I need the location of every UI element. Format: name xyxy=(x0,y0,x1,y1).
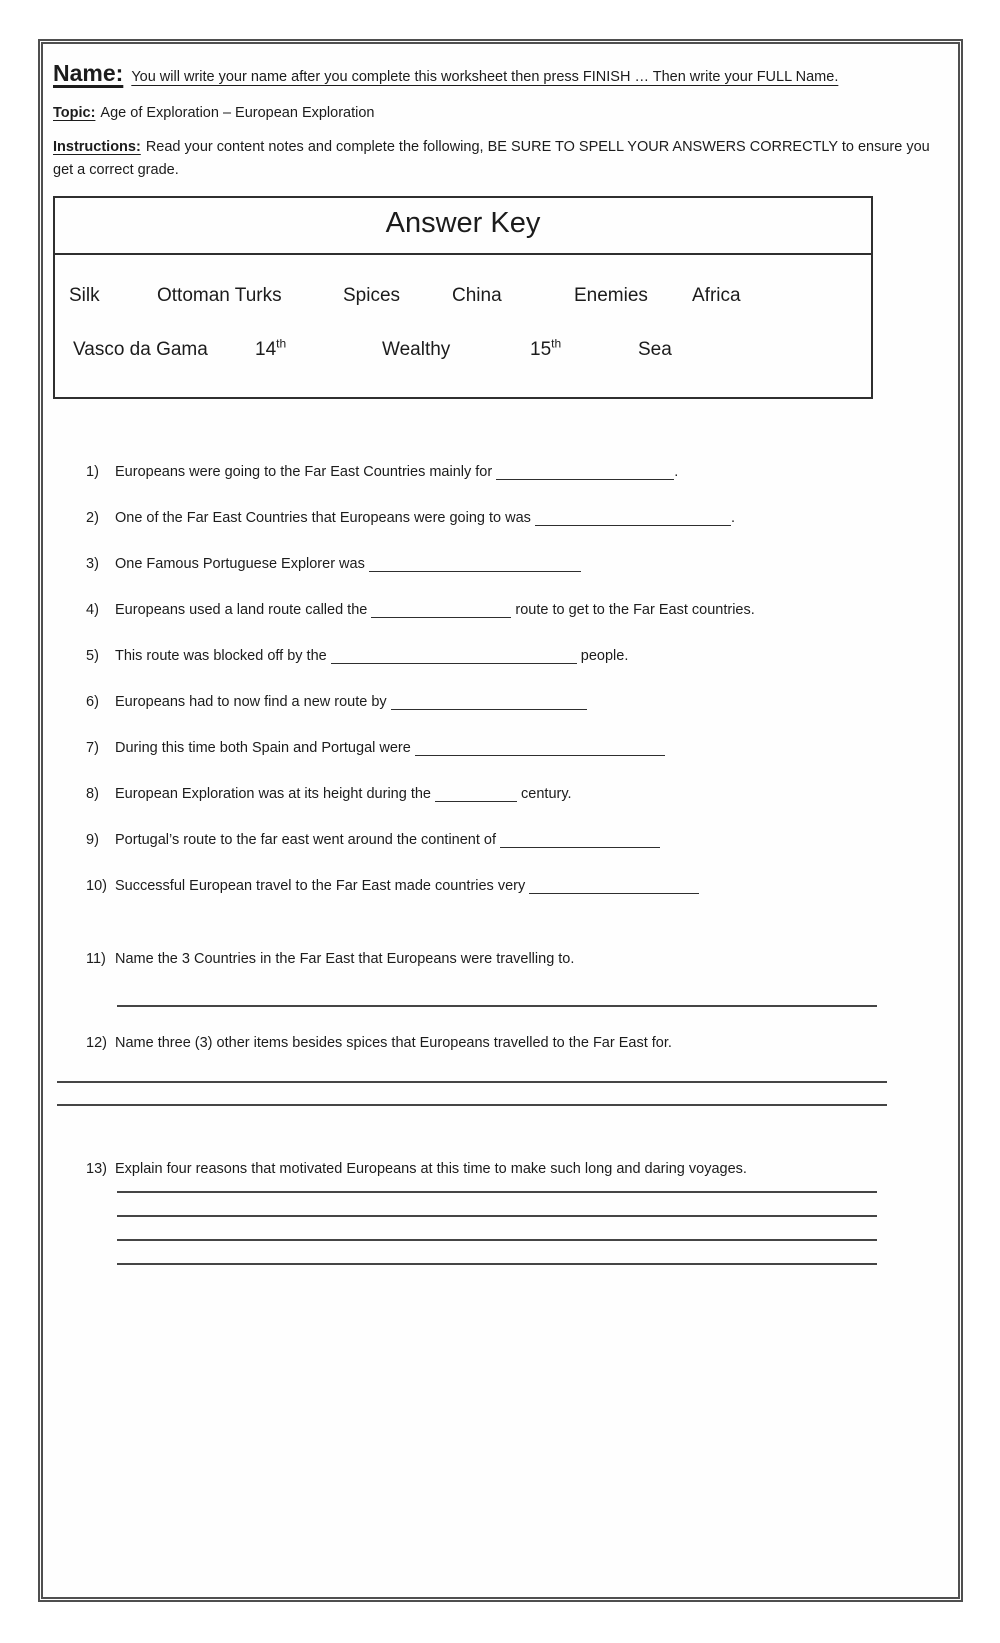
answer-blank[interactable] xyxy=(500,833,660,848)
question-number: 4) xyxy=(86,601,99,618)
answer-blank[interactable] xyxy=(496,465,674,480)
name-label: Name: xyxy=(53,60,124,86)
word-bank-item: 15th xyxy=(530,336,562,360)
answer-line[interactable] xyxy=(117,1005,877,1007)
question-number: 6) xyxy=(86,693,99,710)
topic-text: Age of Exploration – European Exploration xyxy=(100,105,375,121)
worksheet-border-box xyxy=(38,39,963,1602)
word-bank-item: Ottoman Turks xyxy=(157,284,282,306)
answer-blank[interactable] xyxy=(369,557,581,572)
ordinal-suffix: th xyxy=(551,336,562,351)
question-6 xyxy=(86,693,936,712)
answer-blank[interactable] xyxy=(391,695,587,710)
question-number: 12) xyxy=(86,1034,107,1051)
answer-blank[interactable] xyxy=(535,511,731,526)
question-3 xyxy=(86,555,936,574)
word-bank-item: China xyxy=(452,284,502,306)
question-12 xyxy=(86,1034,936,1106)
question-11 xyxy=(86,950,936,1007)
answer-blank[interactable] xyxy=(529,879,699,894)
question-text: Explain four reasons that motivated Europeans at this time to make such long and daring voyages. xyxy=(115,1160,747,1177)
word-bank-item: 14th xyxy=(255,336,287,360)
word-bank xyxy=(55,255,871,397)
name-note: You will write your name after you complete this worksheet then press FINISH … Then write your FULL Name. xyxy=(131,69,839,85)
question-text: Name three (3) other items besides spices that Europeans travelled to the Far East for. xyxy=(115,1034,672,1051)
question-number: 3) xyxy=(86,555,99,572)
question-text: Europeans used a land route called the route to get to the Far East countries. xyxy=(115,601,755,618)
word-bank-item: Spices xyxy=(343,284,401,306)
question-text: Europeans were going to the Far East Countries mainly for . xyxy=(115,463,679,480)
answer-key-title: Answer Key xyxy=(55,198,871,255)
question-text: Europeans had to now find a new route by xyxy=(115,693,936,712)
answer-lines xyxy=(57,1081,887,1106)
question-text: Successful European travel to the Far East made countries very xyxy=(115,877,936,896)
name-line xyxy=(53,60,936,87)
question-text: This route was blocked off by the people. xyxy=(115,647,629,664)
question-number: 9) xyxy=(86,831,99,848)
question-number: 5) xyxy=(86,647,99,664)
question-number: 8) xyxy=(86,785,99,802)
question-text: One of the Far East Countries that Europeans were going to was . xyxy=(115,509,735,526)
answer-lines xyxy=(117,1005,877,1007)
question-number: 11) xyxy=(86,950,106,967)
answer-lines xyxy=(117,1191,877,1265)
question-4 xyxy=(86,601,936,620)
question-5 xyxy=(86,647,936,666)
answer-line[interactable] xyxy=(57,1081,887,1083)
answer-blank[interactable] xyxy=(371,603,511,618)
instructions-line xyxy=(53,136,936,182)
answer-key-box xyxy=(53,196,873,399)
question-text: European Exploration was at its height during the century. xyxy=(115,785,572,802)
answer-blank[interactable] xyxy=(435,787,517,802)
question-text: Name the 3 Countries in the Far East that Europeans were travelling to. xyxy=(115,950,575,967)
question-2 xyxy=(86,509,936,528)
question-1 xyxy=(86,463,936,482)
question-list xyxy=(53,463,936,1265)
answer-line[interactable] xyxy=(57,1104,887,1106)
ordinal-suffix: th xyxy=(276,336,287,351)
word-bank-item: Enemies xyxy=(574,284,648,306)
word-bank-item: Vasco da Gama xyxy=(73,338,208,360)
question-number: 2) xyxy=(86,509,99,526)
answer-line[interactable] xyxy=(117,1191,877,1193)
word-bank-item: Wealthy xyxy=(382,338,451,360)
question-text: Portugal’s route to the far east went around the continent of xyxy=(115,831,936,850)
question-number: 10) xyxy=(86,877,107,894)
question-number: 13) xyxy=(86,1160,107,1177)
answer-blank[interactable] xyxy=(415,741,665,756)
answer-blank[interactable] xyxy=(331,649,577,664)
question-text: During this time both Spain and Portugal were xyxy=(115,739,936,758)
answer-line[interactable] xyxy=(117,1263,877,1265)
instructions-label: Instructions: xyxy=(53,139,141,156)
question-9 xyxy=(86,831,936,850)
word-bank-item: Silk xyxy=(69,284,100,306)
topic-line xyxy=(53,102,936,125)
topic-label: Topic: xyxy=(53,105,96,121)
answer-line[interactable] xyxy=(117,1239,877,1241)
word-bank-item: Sea xyxy=(638,338,672,360)
question-text: One Famous Portuguese Explorer was xyxy=(115,555,936,574)
question-7 xyxy=(86,739,936,758)
question-number: 7) xyxy=(86,739,99,756)
question-13 xyxy=(86,1160,936,1265)
answer-line[interactable] xyxy=(117,1215,877,1217)
instructions-text: Read your content notes and complete the following, BE SURE TO SPELL YOUR ANSWERS CORRECTLY to ensure you get a correct grade. xyxy=(53,139,930,179)
question-10 xyxy=(86,877,936,896)
question-number: 1) xyxy=(86,463,99,480)
question-8 xyxy=(86,785,936,804)
word-bank-item: Africa xyxy=(692,284,741,306)
